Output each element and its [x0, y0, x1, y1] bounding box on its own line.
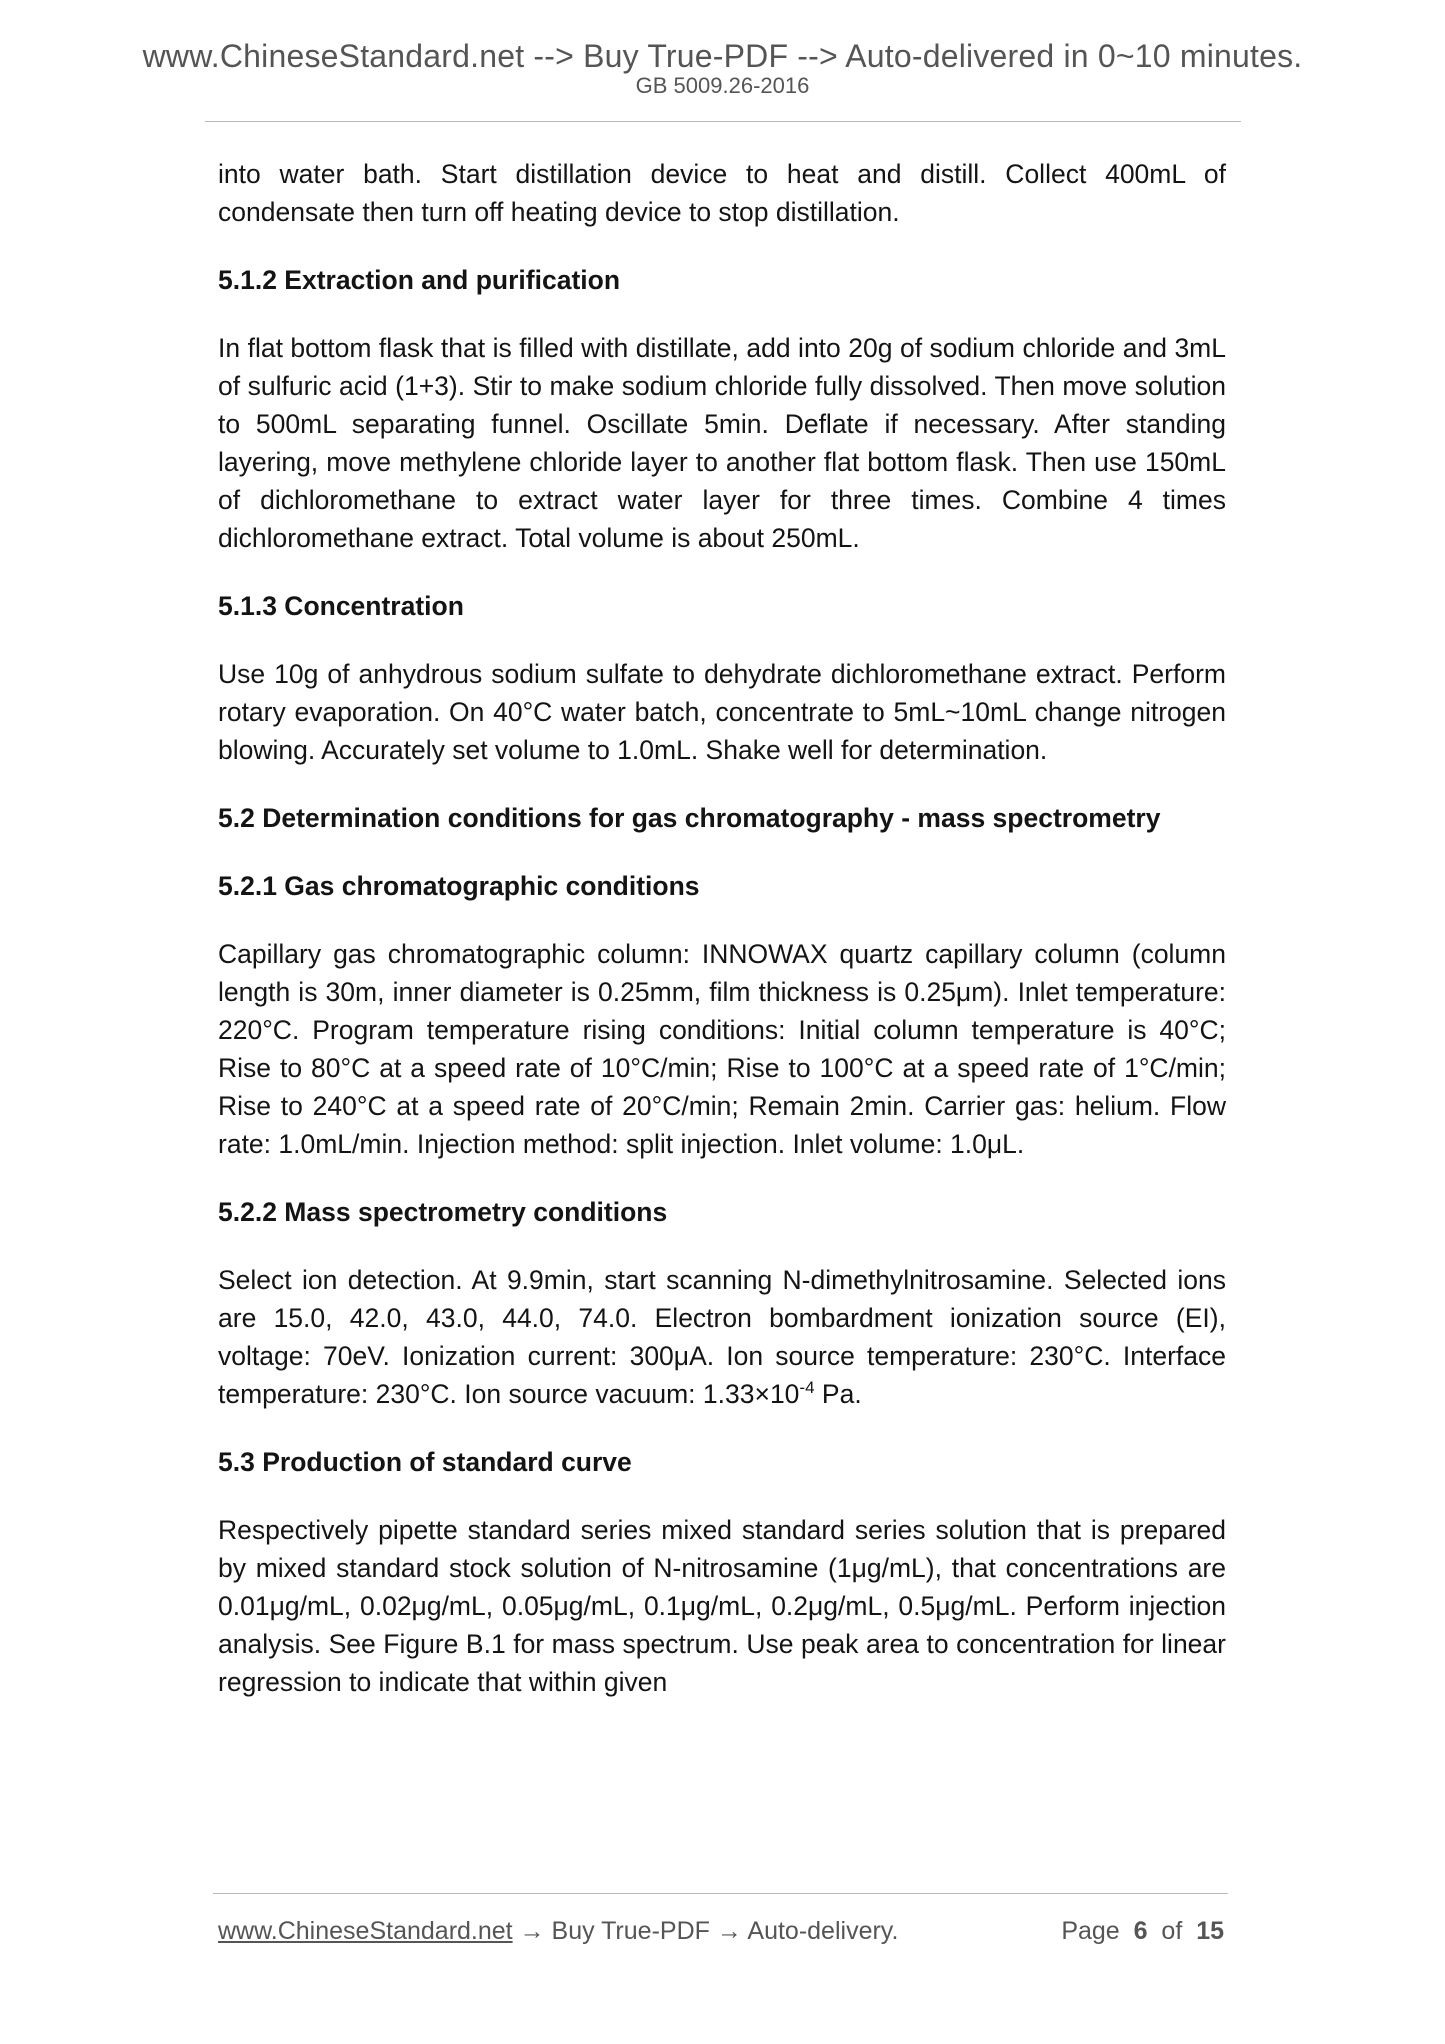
paragraph-distillation: into water bath. Start distillation device to heat and distill. Collect 400mL of condensate then turn off heating device to stop distillation. — [218, 159, 1226, 227]
heading-5-1-2: 5.1.2 Extraction and purification — [218, 265, 621, 295]
ms-conditions-text: Select ion detection. At 9.9min, start scanning N-dimethylnitrosamine. Selected ions are 15.0, 42.0, 43.0, 44.0, 74.0. Electron bombardment ionization source (EI), voltage: 70eV. Ionization current: 300μA. Ion source temperature: 230°C. Interface temperature: 230°C. Ion source vacuum: 1.33×10 — [218, 1265, 1226, 1409]
heading-5-3: 5.3 Production of standard curve — [218, 1447, 632, 1477]
footer-promo-text: → Buy True-PDF → Auto-delivery. — [512, 1917, 899, 1945]
standard-number: GB 5009.26-2016 — [635, 73, 810, 98]
paragraph-standard-curve: Respectively pipette standard series mixed standard series solution that is prepared by mixed standard stock solution of N-nitrosamine (1μg/mL), that concentrations are 0.01μg/mL, 0.02μg/mL, 0.05μg/mL, 0.1μg/mL, 0.2μg/mL, 0.5μg/mL. Perform injection analysis. See Figure B.1 for mass spectrum. Use peak area to concentration for linear regression to indicate that within given — [218, 1515, 1226, 1697]
paragraph-concentration: Use 10g of anhydrous sodium sulfate to dehydrate dichloromethane extract. Perform rotary evaporation. On 40°C water batch, concentrate to 5mL~10mL change nitrogen blowing. Accurately set volume to 1.0mL. Shake well for determination. — [218, 659, 1226, 765]
page-total: 15 — [1196, 1917, 1224, 1945]
page-current: 6 — [1133, 1917, 1148, 1945]
footer-divider — [213, 1893, 1228, 1894]
heading-5-1-3: 5.1.3 Concentration — [218, 591, 464, 621]
heading-5-2-1: 5.2.1 Gas chromatographic conditions — [218, 871, 700, 901]
header-divider — [205, 121, 1241, 122]
heading-5-2: 5.2 Determination conditions for gas chromatography - mass spectrometry — [218, 803, 1161, 833]
paragraph-gc-conditions: Capillary gas chromatographic column: INNOWAX quartz capillary column (column length is 30m, inner diameter is 0.25mm, film thickness is 0.25μm). Inlet temperature: 220°C. Program temperature rising conditions: Initial column temperature is 40°C; Rise to 80°C at a speed rate of 10°C/min; Rise to 100°C at a speed rate of 1°C/min; Rise to 240°C at a speed rate of 20°C/min; Remain 2min. Carrier gas: helium. Flow rate: 1.0mL/min. Injection method: split injection. Inlet volume: 1.0μL. — [218, 939, 1226, 1159]
page-indicator — [1061, 1913, 1224, 1949]
paragraph-ms-conditions — [218, 1261, 1226, 1413]
page-footer — [218, 1913, 1224, 1949]
footer-promo — [218, 1913, 898, 1949]
page-body — [218, 155, 1226, 1731]
site-banner: www.ChineseStandard.net --> Buy True-PDF --> Auto-delivered in 0~10 minutes. — [142, 38, 1303, 74]
heading-5-2-2: 5.2.2 Mass spectrometry conditions — [218, 1197, 668, 1227]
vacuum-exponent: -4 — [799, 1378, 815, 1398]
ms-conditions-unit: Pa. — [814, 1379, 862, 1409]
paragraph-extraction: In flat bottom flask that is filled with distillate, add into 20g of sodium chloride and 3mL of sulfuric acid (1+3). Stir to make sodium chloride fully dissolved. Then move solution to 500mL separating funnel. Oscillate 5min. Deflate if necessary. After standing layering, move methylene chloride layer to another flat bottom flask. Then use 150mL of dichloromethane to extract water layer for three times. Combine 4 times dichloromethane extract. Total volume is about 250mL. — [218, 333, 1226, 553]
of-label: of — [1161, 1917, 1183, 1945]
page-label: Page — [1061, 1917, 1120, 1945]
footer-site-link[interactable]: www.ChineseStandard.net — [218, 1917, 513, 1945]
